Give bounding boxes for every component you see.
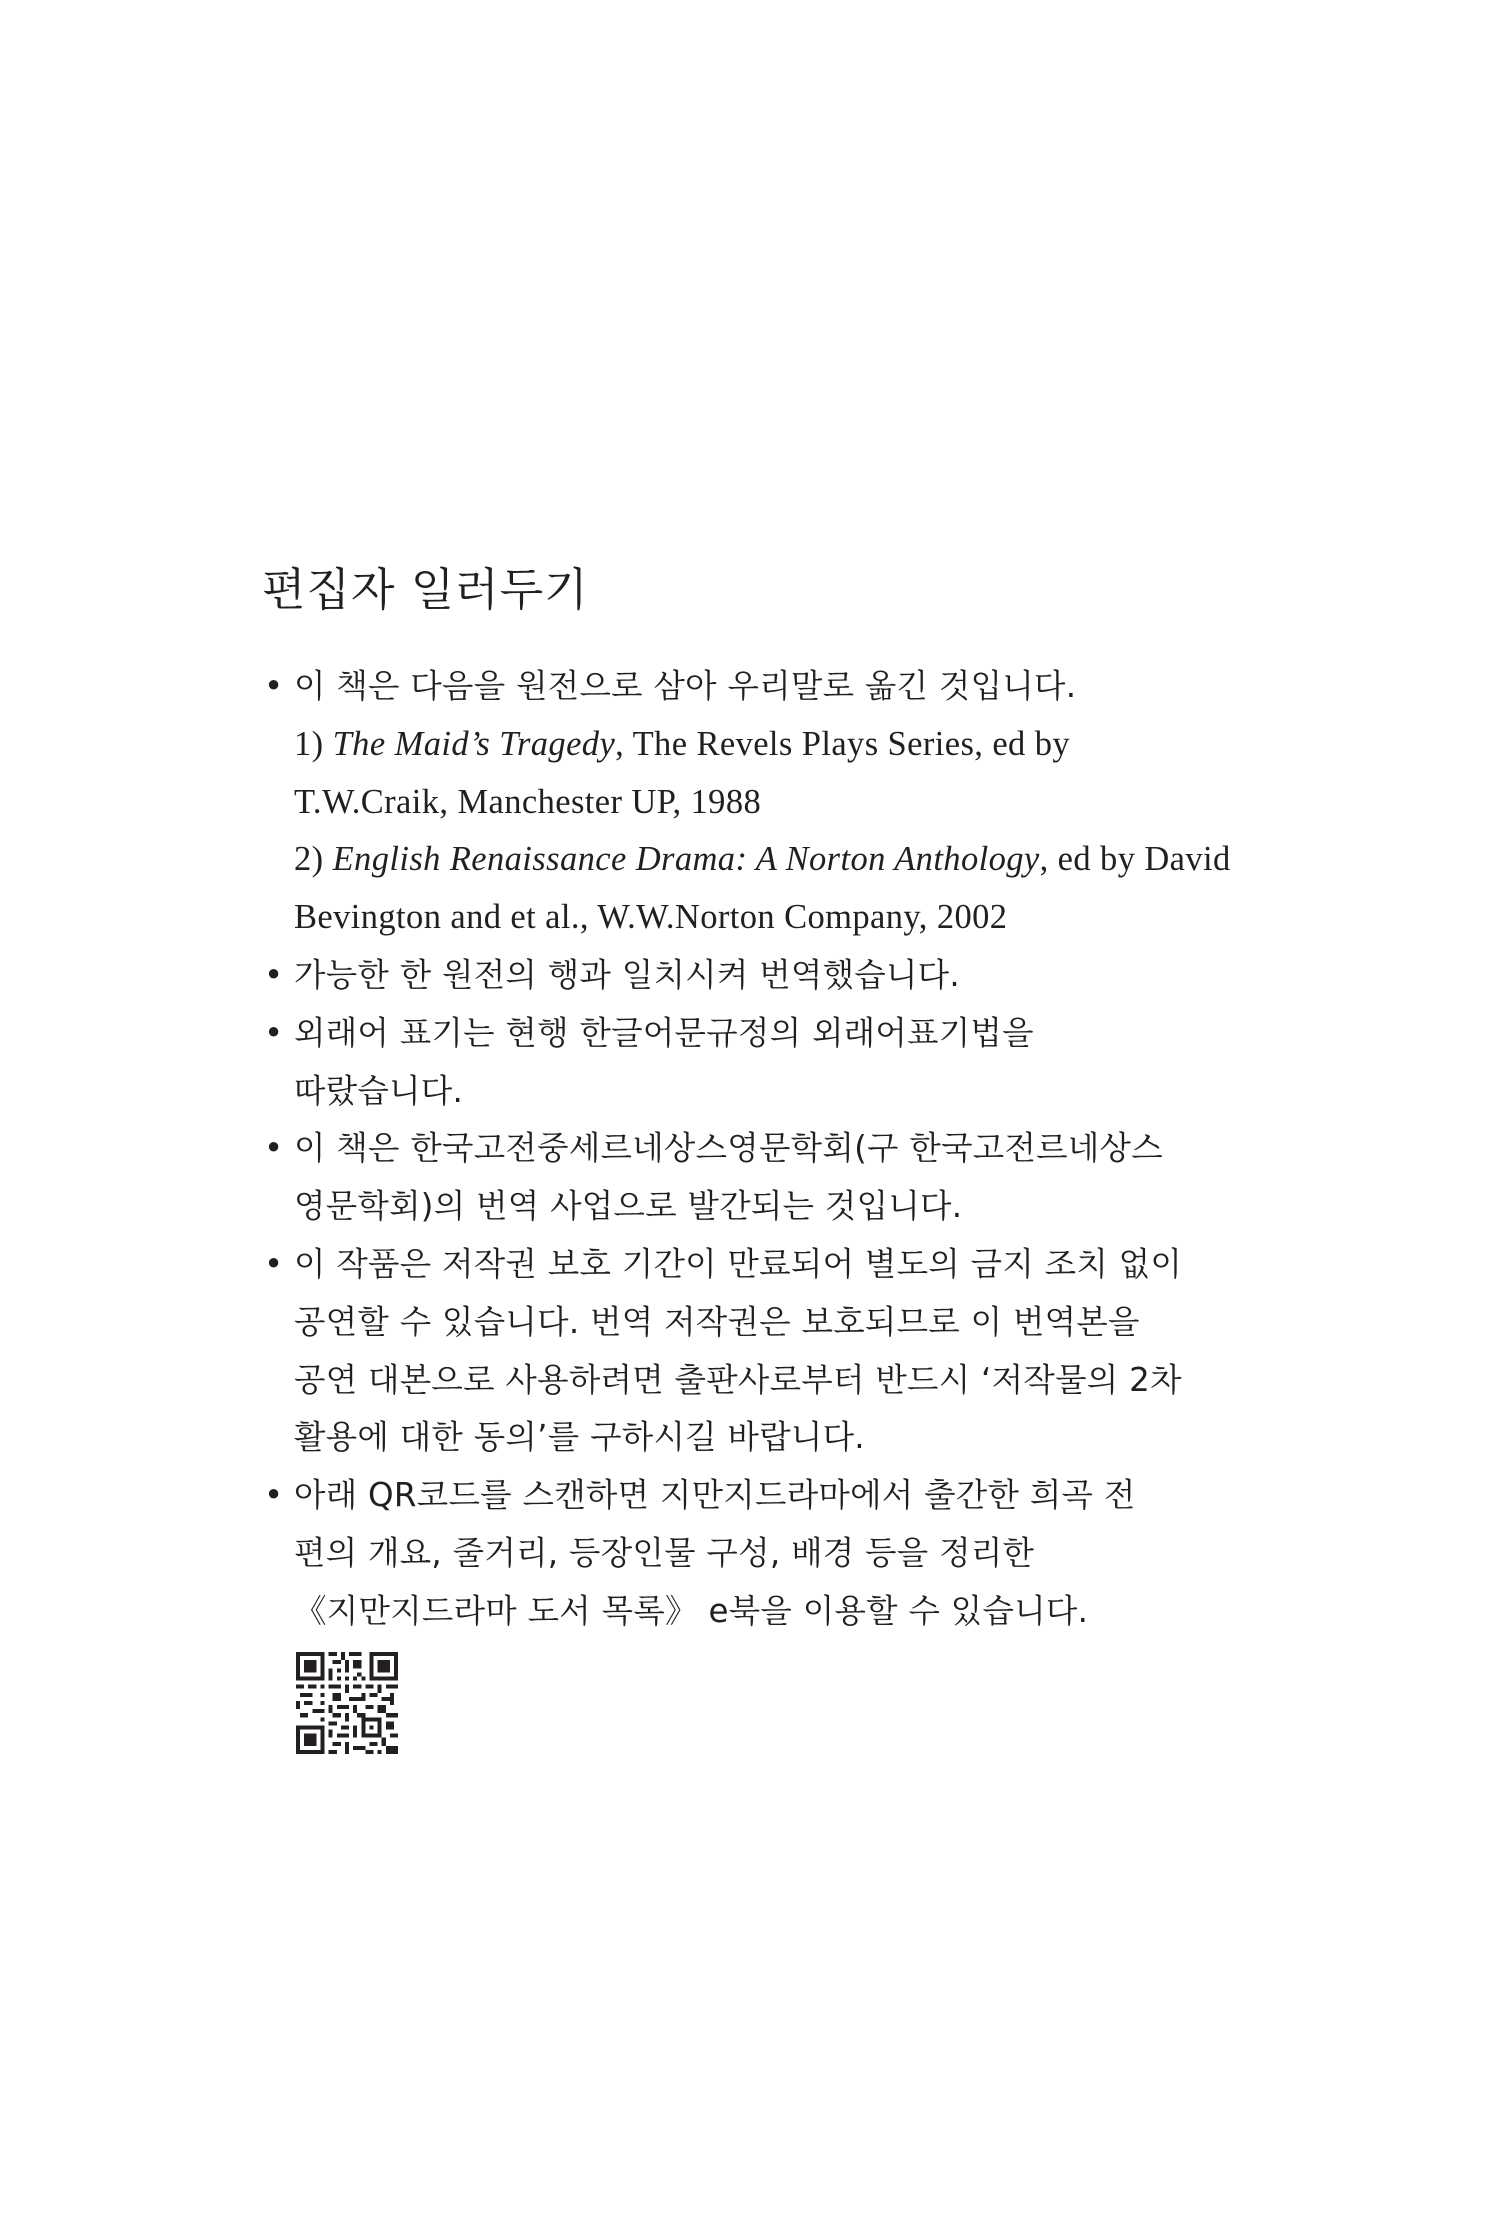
reference-text: , The Revels Plays Series, ed by — [615, 724, 1071, 763]
reference-text: 2) — [294, 840, 333, 879]
note-text-line: 이 책은 다음을 원전으로 삼아 우리말로 옮긴 것입니다. — [294, 667, 1077, 705]
note-text-line: 공연 대본으로 사용하려면 출판사로부터 반드시 ‘저작물의 2차 — [294, 1360, 1182, 1399]
note-text-line: 아래 QR코드를 스캔하면 지만지드라마에서 출간한 희곡 전 — [294, 1476, 1136, 1515]
list-item — [264, 947, 1264, 1005]
bullet-marker: • — [264, 667, 284, 705]
bullet-marker: • — [264, 1013, 284, 1052]
note-text-line: 이 책은 한국고전중세르네상스영문학회(구 한국고전르네상스 — [294, 1129, 1163, 1168]
list-item — [264, 1120, 1264, 1236]
note-text-line: 《지만지드라마 도서 목록》 e북을 이용할 수 있습니다. — [294, 1591, 1089, 1630]
bullet-marker: • — [264, 955, 284, 994]
reference-text: T.W.Craik, Manchester UP, 1988 — [294, 782, 762, 821]
note-text-line: 이 작품은 저작권 보호 기간이 만료되어 별도의 금지 조치 없이 — [294, 1244, 1183, 1283]
source-reference-line — [294, 831, 1264, 889]
page-title: 편집자 일러두기 — [262, 563, 589, 616]
bullet-marker: • — [264, 1129, 284, 1168]
note-text-line: 활용에 대한 동의’를 구하시길 바랍니다. — [294, 1418, 865, 1457]
list-item — [264, 658, 1264, 947]
reference-text: , ed by David — [1039, 840, 1231, 879]
source-reference-line — [294, 889, 1264, 947]
note-text-line: 편의 개요, 줄거리, 등장인물 구성, 배경 등을 정리한 — [294, 1533, 1035, 1572]
bullet-marker: • — [264, 1476, 284, 1515]
note-text-line: 따랐습니다. — [294, 1071, 464, 1110]
reference-book-title: English Renaissance Drama: A Norton Anthology — [332, 840, 1040, 879]
list-item — [264, 1236, 1264, 1467]
note-text-line: 영문학회)의 번역 사업으로 발간되는 것입니다. — [294, 1187, 963, 1226]
list-item — [264, 1467, 1264, 1640]
list-item — [264, 1005, 1264, 1121]
reference-book-title: The Maid’s Tragedy — [332, 724, 616, 763]
qr-code-icon[interactable] — [296, 1652, 398, 1754]
note-text-line: 공연할 수 있습니다. 번역 저작권은 보호되므로 이 번역본을 — [294, 1302, 1140, 1341]
note-text-line: 가능한 한 원전의 행과 일치시켜 번역했습니다. — [294, 955, 960, 994]
source-reference-line — [294, 774, 1264, 832]
bullet-marker: • — [264, 1244, 284, 1283]
reference-text: 1) — [294, 724, 333, 763]
reference-text: Bevington and et al., W.W.Norton Company, 2002 — [294, 898, 1008, 937]
source-reference-line — [294, 716, 1264, 774]
editor-notes-list — [264, 658, 1264, 1641]
note-text-line: 외래어 표기는 현행 한글어문규정의 외래어표기법을 — [294, 1013, 1034, 1052]
